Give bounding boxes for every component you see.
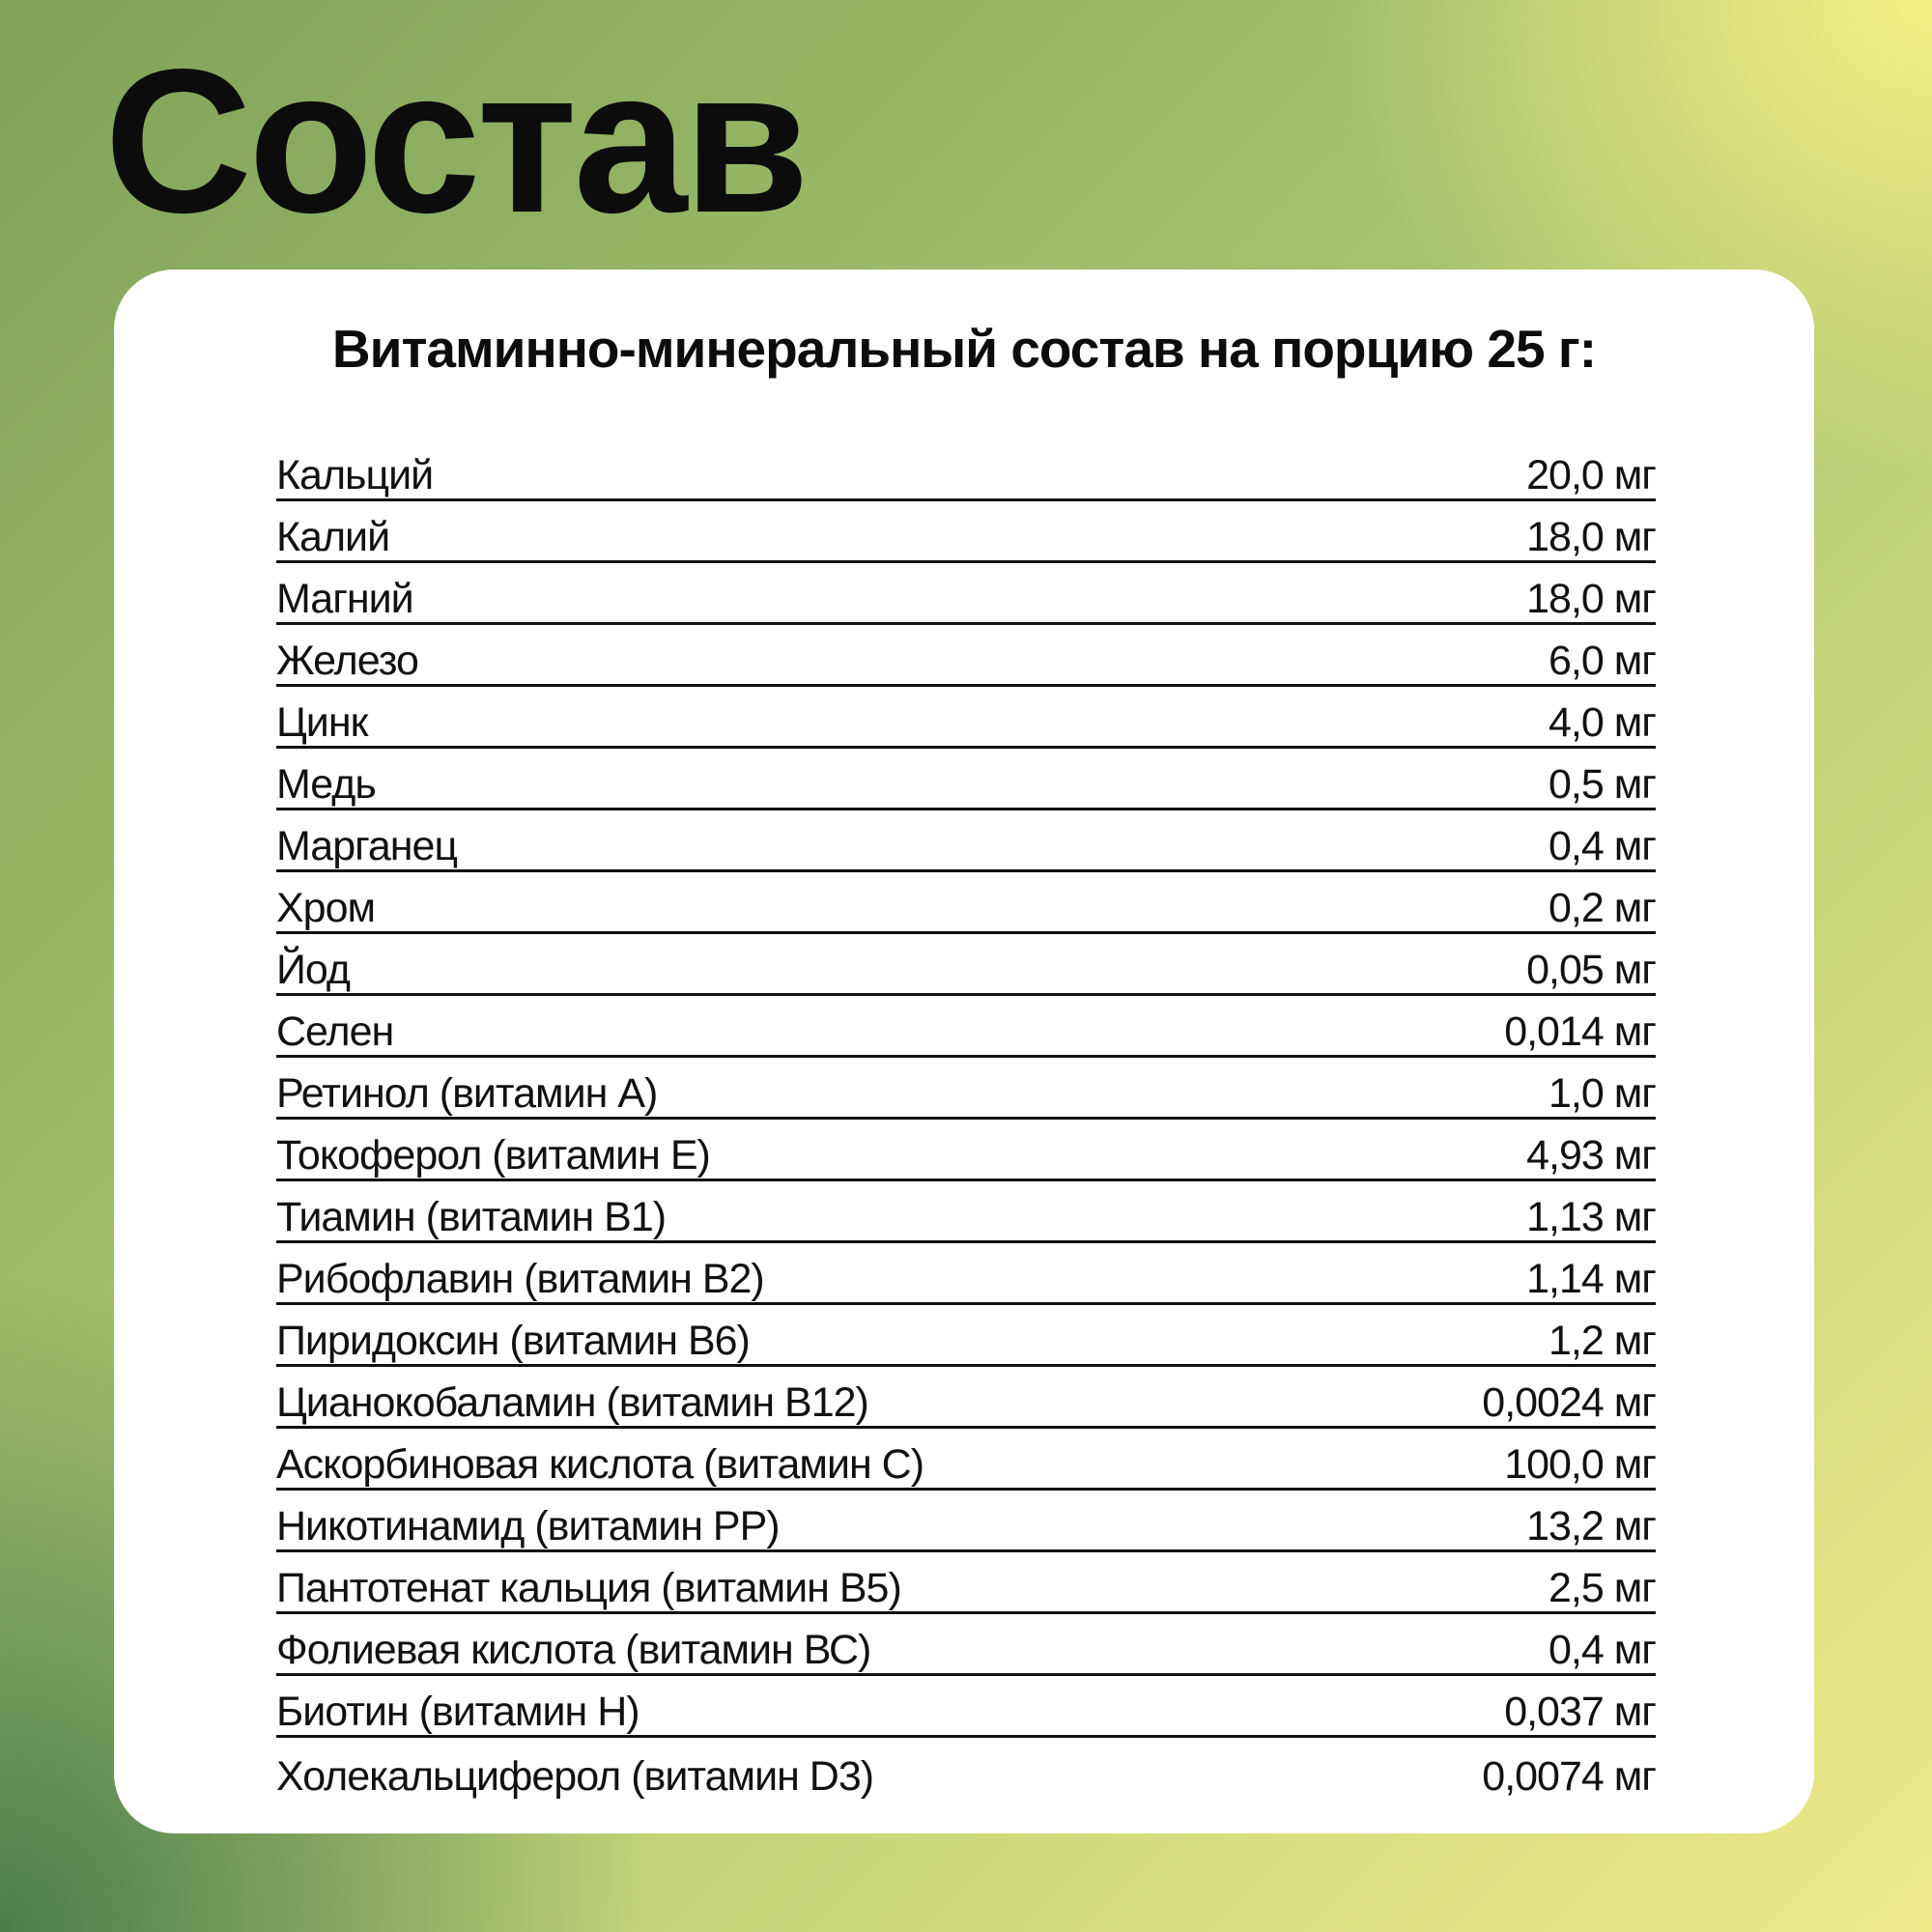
- table-row: [276, 1614, 1656, 1676]
- nutrient-name: Фолиевая кислота (витамин ВС): [276, 1627, 871, 1673]
- nutrient-name: Холекальциферол (витамин D3): [276, 1753, 874, 1800]
- table-row: [276, 749, 1656, 810]
- nutrient-name: Хром: [276, 885, 376, 931]
- table-row: [276, 501, 1656, 563]
- nutrient-name: Пиридоксин (витамин В6): [276, 1318, 750, 1364]
- nutrient-name: Цинк: [276, 699, 368, 746]
- nutrient-name: Йод: [276, 947, 350, 993]
- table-row: [276, 1552, 1656, 1614]
- nutrient-amount: 0,4 мг: [1548, 1627, 1656, 1673]
- table-row: [276, 1738, 1656, 1800]
- nutrient-amount: 0,05 мг: [1526, 947, 1656, 993]
- table-row: [276, 625, 1656, 687]
- table-row: [276, 440, 1656, 501]
- nutrient-name: Цианокобаламин (витамин В12): [276, 1379, 868, 1426]
- nutrient-amount: 4,93 мг: [1526, 1132, 1656, 1179]
- card-title: Витаминно-минеральный состав на порцию 25 г:: [331, 319, 1597, 379]
- nutrient-name: Ретинол (витамин А): [276, 1070, 658, 1117]
- nutrient-name: Железо: [276, 638, 418, 684]
- nutrient-amount: 100,0 мг: [1504, 1441, 1656, 1488]
- nutrient-name: Рибофлавин (витамин В2): [276, 1256, 764, 1302]
- nutrient-name: Биотин (витамин Н): [276, 1689, 639, 1735]
- nutrient-name: Кальций: [276, 452, 434, 498]
- nutrient-amount: 0,5 мг: [1548, 761, 1656, 808]
- nutrient-name: Марганец: [276, 823, 458, 869]
- nutrient-amount: 20,0 мг: [1526, 452, 1656, 498]
- nutrient-amount: 18,0 мг: [1526, 576, 1656, 622]
- table-row: [276, 810, 1656, 872]
- nutrient-amount: 0,0074 мг: [1482, 1753, 1656, 1800]
- table-row: [276, 1367, 1656, 1429]
- table-row: [276, 1058, 1656, 1120]
- composition-card: [114, 270, 1814, 1833]
- table-row: [276, 1429, 1656, 1491]
- nutrient-name: Медь: [276, 761, 376, 808]
- table-row: [276, 1676, 1656, 1738]
- table-row: [276, 1120, 1656, 1181]
- nutrient-amount: 0,037 мг: [1504, 1689, 1656, 1735]
- nutrient-name: Калий: [276, 514, 390, 560]
- nutrient-amount: 0,4 мг: [1548, 823, 1656, 869]
- table-row: [276, 996, 1656, 1058]
- table-row: [276, 934, 1656, 996]
- nutrient-amount: 1,13 мг: [1526, 1194, 1656, 1240]
- nutrient-amount: 6,0 мг: [1548, 638, 1656, 684]
- nutrient-amount: 13,2 мг: [1526, 1503, 1656, 1549]
- nutrient-name: Тиамин (витамин В1): [276, 1194, 667, 1240]
- nutrient-name: Токоферол (витамин Е): [276, 1132, 710, 1179]
- page-title: Состав: [104, 26, 806, 255]
- nutrient-amount: 0,0024 мг: [1482, 1379, 1656, 1426]
- nutrient-name: Магний: [276, 576, 413, 622]
- nutrient-amount: 2,5 мг: [1548, 1565, 1656, 1611]
- nutrient-name: Пантотенат кальция (витамин В5): [276, 1565, 901, 1611]
- table-row: [276, 1181, 1656, 1243]
- nutrient-amount: 1,2 мг: [1548, 1318, 1656, 1364]
- nutrient-amount: 1,14 мг: [1526, 1256, 1656, 1302]
- nutrient-name: Аскорбиновая кислота (витамин С): [276, 1441, 924, 1488]
- nutrient-name: Селен: [276, 1009, 394, 1055]
- table-row: [276, 687, 1656, 749]
- table-row: [276, 1243, 1656, 1305]
- nutrient-name: Никотинамид (витамин РР): [276, 1503, 780, 1549]
- nutrient-amount: 0,014 мг: [1504, 1009, 1656, 1055]
- nutrient-amount: 0,2 мг: [1548, 885, 1656, 931]
- table-row: [276, 1491, 1656, 1552]
- composition-table: [276, 440, 1656, 1800]
- nutrient-amount: 18,0 мг: [1526, 514, 1656, 560]
- table-row: [276, 563, 1656, 625]
- nutrient-amount: 4,0 мг: [1548, 699, 1656, 746]
- nutrient-amount: 1,0 мг: [1548, 1070, 1656, 1117]
- table-row: [276, 872, 1656, 934]
- table-row: [276, 1305, 1656, 1367]
